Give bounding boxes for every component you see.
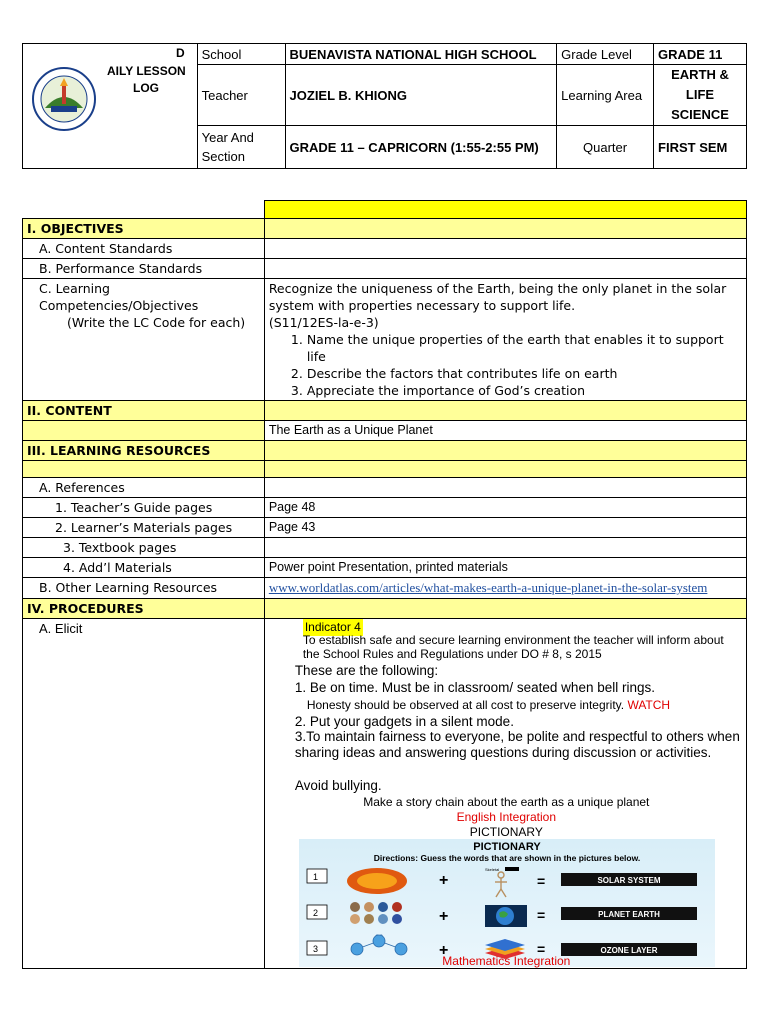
elicit-cell [264, 619, 746, 969]
title-line-3: LOG [133, 81, 159, 95]
honesty-rule [307, 697, 670, 714]
english-integration: English Integration [456, 810, 557, 824]
story-chain: Make a story chain about the earth as a unique planet [363, 795, 650, 809]
answer-text: PLANET EARTH [597, 910, 660, 919]
svg-text:=: = [536, 941, 545, 957]
tb-label: 3. Textbook pages [23, 538, 265, 558]
rule-1: 1. Be on time. Must be in classroom/ seated when bell rings. [294, 680, 655, 695]
title-cell [23, 44, 198, 169]
content-heading: II. CONTENT [23, 401, 265, 421]
teacher-value: JOZIEL B. KHIONG [285, 65, 557, 126]
highlight-bar [264, 201, 746, 219]
objective-list [269, 331, 742, 399]
rule-2: 2. Put your gadgets in a silent mode. [294, 714, 514, 729]
equals-icon: = [536, 873, 545, 889]
rules-intro: These are the following: [294, 663, 439, 678]
svg-text:+: + [438, 908, 449, 925]
lm-label: 2. Learner’s Materials pages [23, 518, 265, 538]
math-integration: Mathematics Integration [442, 954, 571, 968]
objective-item: 2. Describe the factors that contributes life on earth [307, 365, 742, 382]
rule-3: 3.To maintain fairness to everyone, be polite and respectful to others when sharing ideas and answering questions during discussion or activities. [294, 729, 740, 760]
row-num: 2 [312, 908, 318, 918]
lesson-table [22, 200, 747, 969]
objective-item: 1. Name the unique properties of the earth that enables it to support life [307, 331, 742, 365]
objectives-heading: I. OBJECTIVES [23, 219, 265, 239]
quarter-label: Quarter [557, 126, 654, 169]
references-label: A. References [23, 478, 265, 498]
row-num: 3 [312, 944, 318, 954]
competencies-cell [264, 279, 746, 401]
indicator-label: Indicator 4 [304, 620, 361, 634]
procedures-heading: IV. PROCEDURES [23, 599, 265, 619]
other-resources-label: B. Other Learning Resources [23, 578, 265, 599]
competencies-label-3: (Write the LC Code for each) [67, 315, 246, 330]
pictionary-label: PICTIONARY [469, 825, 543, 839]
pictionary-image [299, 839, 715, 967]
competency-text: Recognize the uniqueness of the Earth, being the only planet in the solar system with properties necessary to support life. [268, 281, 727, 313]
grade-level-value: GRADE 11 [654, 44, 747, 65]
svg-text:=: = [536, 907, 545, 923]
intro-text: To establish safe and secure learning environment the teacher will inform about the School Rules and Regulations under DO # 8, s 2015 [302, 633, 724, 661]
tg-label: 1. Teacher’s Guide pages [23, 498, 265, 518]
objective-item: 3. Appreciate the importance of God’s creation [307, 382, 742, 399]
elicit-label: A. Elicit [23, 619, 265, 969]
teacher-label: Teacher [197, 65, 285, 126]
pictionary-title: PICTIONARY [473, 841, 541, 853]
answer-text: SOLAR SYSTEM [597, 876, 661, 885]
year-section-value: GRADE 11 – CAPRICORN (1:55-2:55 PM) [285, 126, 557, 169]
tg-value: Page 48 [264, 498, 746, 518]
svg-text:+: + [438, 942, 449, 959]
content-standards-label: A. Content Standards [23, 239, 265, 259]
other-resources-link[interactable]: www.worldatlas.com/articles/what-makes-earth-a-unique-planet-in-the-solar-system [268, 580, 708, 595]
content-value: The Earth as a Unique Planet [264, 421, 746, 441]
competencies-label-2: Competencies/Objectives [39, 298, 199, 313]
title-line-1: D [176, 46, 185, 60]
school-label: School [197, 44, 285, 65]
grade-level-label: Grade Level [557, 44, 654, 65]
learning-area-value: EARTH & LIFE SCIENCE [654, 65, 747, 126]
title-line-2: AILY LESSON [107, 64, 186, 78]
answer-text: OZONE LAYER [600, 946, 658, 955]
competencies-label-1: C. Learning [39, 281, 110, 296]
deped-logo [31, 66, 97, 132]
lm-value: Page 43 [264, 518, 746, 538]
lc-code: (S11/12ES-la-e-3) [268, 315, 379, 330]
performance-standards-label: B. Performance Standards [23, 259, 265, 279]
addl-value: Power point Presentation, printed materials [264, 558, 746, 578]
resources-heading: III. LEARNING RESOURCES [23, 441, 265, 461]
pictionary-directions: Directions: Guess the words that are shown in the pictures below. [373, 853, 641, 863]
quarter-value: FIRST SEM [654, 126, 747, 169]
row-num: 1 [312, 872, 318, 882]
watch-text: WATCH [627, 698, 671, 712]
honesty-text: Honesty should be observed at all cost to preserve integrity. [306, 698, 625, 712]
plus-icon: + [438, 872, 449, 889]
header-table [22, 43, 747, 169]
learning-area-label: Learning Area [557, 65, 654, 126]
competencies-label [23, 279, 265, 401]
year-section-label: Year And Section [197, 126, 285, 169]
addl-label: 4. Add’l Materials [23, 558, 265, 578]
bullying-rule: Avoid bullying. [294, 778, 382, 793]
school-value: BUENAVISTA NATIONAL HIGH SCHOOL [285, 44, 557, 65]
skeleton-label: Skeletal [484, 867, 500, 872]
